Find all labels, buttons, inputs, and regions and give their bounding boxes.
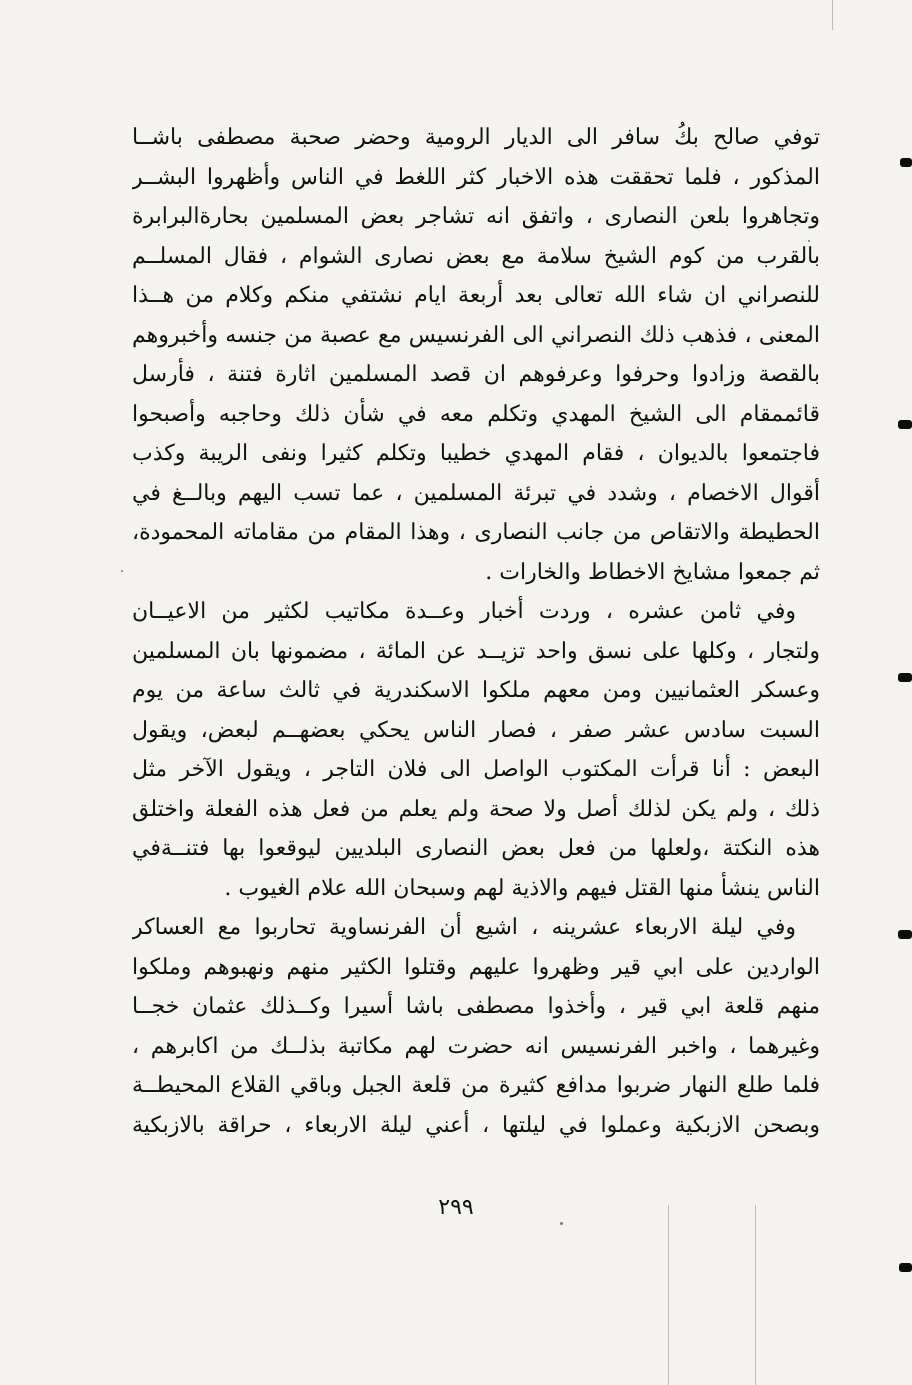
- text-line: وغيرهما ، واخبر الفرنسيس انه حضرت لهم مكاتبة بذلــك من اكابرهم ،: [132, 1033, 820, 1059]
- text-line: منهم قلعة ابي قير ، وأخذوا مصطفى باشا أسيرا وكــذلك عثمان خجــا: [132, 994, 820, 1019]
- text-line: البعض : أنا قرأت المكتوب الواصل الى فلان التاجر ، ويقول الآخر مثل: [132, 757, 820, 782]
- text-line: وعسكر العثمانيين ومن معهم ملكوا الاسكندرية في ثالث ساعة من يوم: [132, 678, 820, 703]
- binding-mark: [900, 158, 912, 167]
- fold-line: [668, 1205, 669, 1385]
- text-line: الواردين على ابي قير وظهروا عليهم وقتلوا الكثير منهم ونهبوهم وملكوا: [132, 954, 820, 980]
- text-line: توفي صالح بكُ سافر الى الديار الرومية وحضر صحبة مصطفى باشــا: [132, 125, 820, 150]
- text-line: فاجتمعوا بالديوان ، فقام المهدي خطيبا وتكلم كثيرا ونفى الريبة وكذب: [132, 441, 820, 466]
- page-number: ٢٩٩: [438, 1195, 474, 1220]
- fold-line: [755, 1205, 756, 1385]
- binding-mark: [899, 1263, 912, 1272]
- speck: [121, 570, 123, 572]
- fold-line: [832, 0, 833, 30]
- text-line: أقوال الاخصام ، وشدد في تبرئة المسلمين ، عما تسب اليهم وبالــغ في: [132, 480, 820, 506]
- speck: [808, 240, 810, 242]
- text-line: هذه النكتة ،ولعلها من فعل بعض النصارى البلديين ليوقعوا بها فتنــةفي: [132, 836, 820, 861]
- text-line: وتجاهروا بلعن النصارى ، واتفق انه تشاجر بعض المسلمين بحارةالبرابرة: [132, 204, 820, 229]
- paragraph-start-line: وفي ليلة الاربعاء عشرينه ، اشيع أن الفرنساوية تحاربوا مع العساكر: [132, 915, 796, 940]
- binding-mark: [898, 673, 912, 682]
- text-line: السبت سادس عشر صفر ، فصار الناس يحكي بعضهــم لبعض، ويقول: [132, 717, 820, 743]
- text-line: المذكور ، فلما تحققت هذه الاخبار كثر اللغط في الناس وأظهروا البشــر: [132, 164, 820, 190]
- text-line: ذلك ، ولم يكن لذلك أصل ولا صحة ولم يعلم من فعل هذه الفعلة واختلق: [132, 796, 820, 822]
- binding-mark: [898, 930, 912, 939]
- text-line: وبصحن الازبكية وعملوا في ليلتها ، أعني ليلة الاربعاء ، حراقة بالازبكية: [132, 1112, 820, 1138]
- text-line: المعنى ، فذهب ذلك النصراني الى الفرنسيس مع عصبة من جنسه وأخبروهم: [132, 322, 820, 348]
- text-line: للنصراني ان شاء الله تعالى بعد أربعة ايام نشتفي منكم وكلام من هــذا: [132, 283, 820, 308]
- text-line: ولتجار ، وكلها على نسق واحد تزيــد عن المائة ، مضمونها بان المسلمين: [132, 638, 820, 664]
- paragraph-end-line: ثم جمعوا مشايخ الاخطاط والخارات .: [485, 559, 820, 585]
- paragraph-start-line: وفي ثامن عشره ، وردت أخبار وعــدة مكاتيب لكثير من الاعيــان: [132, 599, 796, 624]
- text-line: فلما طلع النهار ضربوا مدافع كثيرة من قلعة الجبل وباقي القلاع المحيطــة: [132, 1073, 820, 1098]
- text-line: قائممقام الى الشيخ المهدي وتكلم معه في شأن ذلك وحاجبه وأصبحوا: [132, 401, 820, 427]
- text-line: بالقصة وزادوا وحرفوا وعرفوهم ان قصد المسلمين اثارة فتنة ، فأرسل: [132, 362, 820, 387]
- speck: [560, 1222, 563, 1225]
- body-text: [132, 118, 820, 1145]
- paragraph-end-line: الناس ينشأ منها القتل فيهم والاذية لهم وسبحان الله علام الغيوب .: [224, 875, 820, 901]
- binding-mark: [898, 420, 912, 429]
- text-line: الحطيطة والاتقاص من جانب النصارى ، وهذا المقام من مقاماته المحمودة،: [132, 520, 820, 545]
- text-line: بالقرب من كوم الشيخ سلامة مع بعض نصارى الشوام ، فقال المسلــم: [132, 243, 820, 269]
